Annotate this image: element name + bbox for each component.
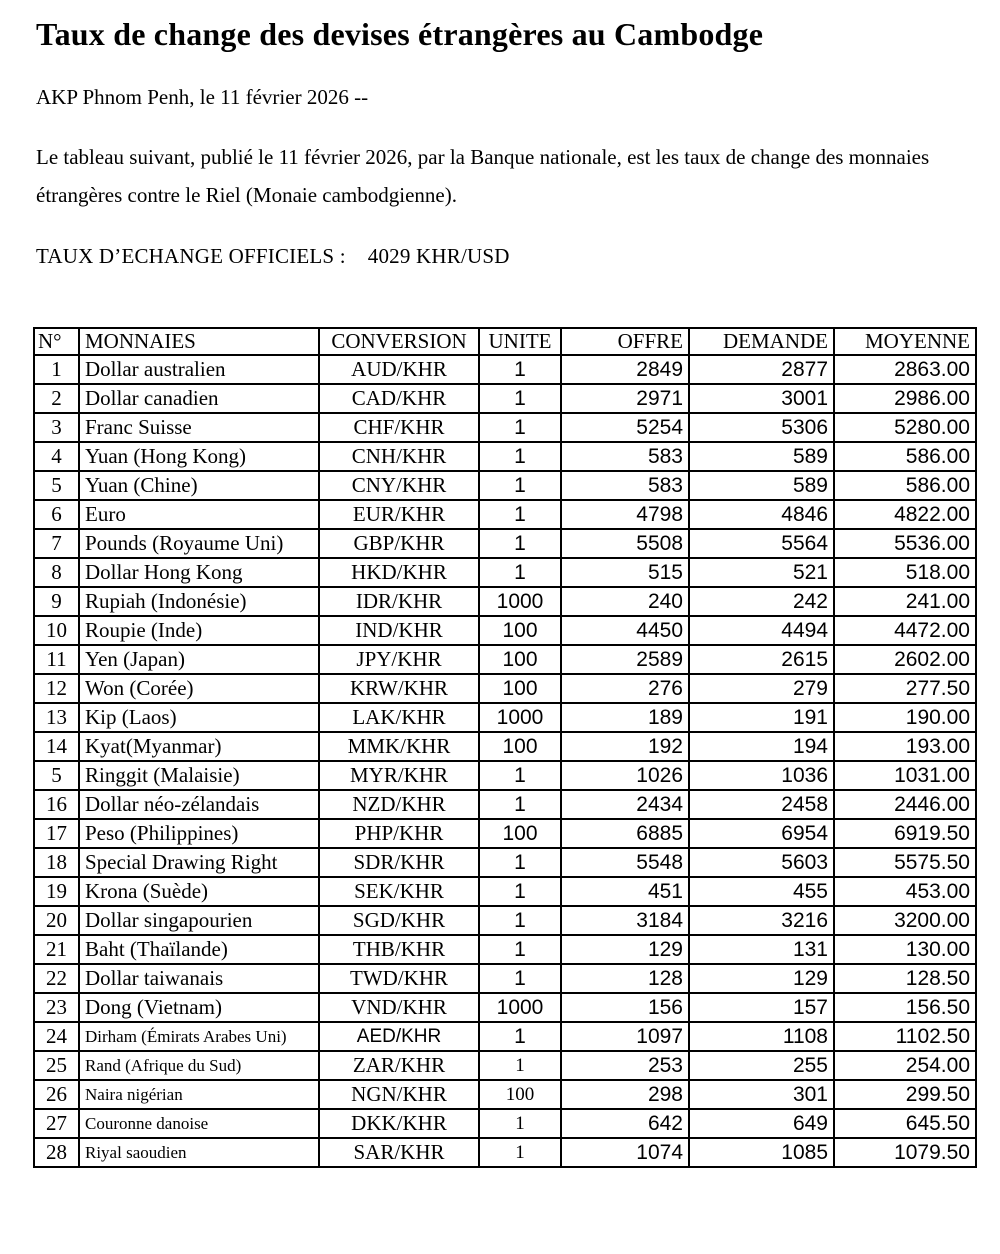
average-rate-cell: 190.00 [834,703,976,732]
demand-rate-cell: 4494 [689,616,834,645]
conversion-pair-cell: SGD/KHR [319,906,479,935]
demand-rate-cell: 1036 [689,761,834,790]
conversion-pair-cell: EUR/KHR [319,500,479,529]
offer-rate-cell: 6885 [561,819,689,848]
average-rate-cell: 2446.00 [834,790,976,819]
demand-rate-cell: 129 [689,964,834,993]
currency-name-cell: Dollar Hong Kong [79,558,319,587]
average-rate-cell: 5536.00 [834,529,976,558]
header-moyenne: MOYENNE [834,328,976,355]
table-row [34,558,976,587]
table-row [34,1022,976,1051]
row-number-cell: 10 [34,616,79,645]
demand-rate-cell: 242 [689,587,834,616]
unit-cell: 1 [479,529,561,558]
conversion-pair-cell: SDR/KHR [319,848,479,877]
offer-rate-cell: 5254 [561,413,689,442]
average-rate-cell: 241.00 [834,587,976,616]
unit-cell: 1 [479,964,561,993]
currency-name-cell: Pounds (Royaume Uni) [79,529,319,558]
row-number-cell: 8 [34,558,79,587]
unit-cell: 1 [479,1138,561,1167]
table-row [34,732,976,761]
offer-rate-cell: 276 [561,674,689,703]
demand-rate-cell: 1108 [689,1022,834,1051]
row-number-cell: 9 [34,587,79,616]
conversion-pair-cell: CNH/KHR [319,442,479,471]
demand-rate-cell: 3216 [689,906,834,935]
unit-cell: 1000 [479,993,561,1022]
row-number-cell: 5 [34,471,79,500]
row-number-cell: 1 [34,355,79,384]
currency-name-cell: Dollar canadien [79,384,319,413]
table-row [34,1138,976,1167]
conversion-pair-cell: CAD/KHR [319,384,479,413]
page-title: Taux de change des devises étrangères au Cambodge [36,16,764,52]
currency-name-cell: Special Drawing Right [79,848,319,877]
offer-rate-cell: 1097 [561,1022,689,1051]
table-row [34,761,976,790]
conversion-pair-cell: VND/KHR [319,993,479,1022]
currency-name-cell: Ringgit (Malaisie) [79,761,319,790]
unit-cell: 1 [479,1022,561,1051]
unit-cell: 1 [479,848,561,877]
row-number-cell: 3 [34,413,79,442]
unit-cell: 1 [479,935,561,964]
average-rate-cell: 2863.00 [834,355,976,384]
table-row [34,906,976,935]
table-row [34,587,976,616]
average-rate-cell: 4472.00 [834,616,976,645]
conversion-pair-cell: LAK/KHR [319,703,479,732]
average-rate-cell: 156.50 [834,993,976,1022]
demand-rate-cell: 3001 [689,384,834,413]
offer-rate-cell: 253 [561,1051,689,1080]
table-row [34,384,976,413]
average-rate-cell: 4822.00 [834,500,976,529]
currency-name-cell: Dollar taiwanais [79,964,319,993]
currency-name-cell: Won (Corée) [79,674,319,703]
row-number-cell: 2 [34,384,79,413]
average-rate-cell: 1031.00 [834,761,976,790]
table-row [34,877,976,906]
demand-rate-cell: 649 [689,1109,834,1138]
unit-cell: 1 [479,761,561,790]
offer-rate-cell: 1074 [561,1138,689,1167]
conversion-pair-cell: IDR/KHR [319,587,479,616]
offer-rate-cell: 515 [561,558,689,587]
conversion-pair-cell: MMK/KHR [319,732,479,761]
average-rate-cell: 518.00 [834,558,976,587]
table-row [34,1080,976,1109]
table-row [34,1051,976,1080]
unit-cell: 1 [479,500,561,529]
demand-rate-cell: 279 [689,674,834,703]
demand-rate-cell: 5603 [689,848,834,877]
official-rate-line [36,244,964,269]
currency-name-cell: Yen (Japan) [79,645,319,674]
demand-rate-cell: 4846 [689,500,834,529]
demand-rate-cell: 194 [689,732,834,761]
article-page [0,16,1000,1254]
offer-rate-cell: 2589 [561,645,689,674]
table-row [34,500,976,529]
table-row [34,993,976,1022]
offer-rate-cell: 2434 [561,790,689,819]
table-row [34,616,976,645]
official-rate-value: 4029 KHR/USD [367,244,510,268]
demand-rate-cell: 2877 [689,355,834,384]
conversion-pair-cell: PHP/KHR [319,819,479,848]
offer-rate-cell: 583 [561,442,689,471]
unit-cell: 100 [479,819,561,848]
demand-rate-cell: 2458 [689,790,834,819]
currency-name-cell: Couronne danoise [79,1109,319,1138]
conversion-pair-cell: HKD/KHR [319,558,479,587]
table-row [34,645,976,674]
table-row [34,355,976,384]
row-number-cell: 18 [34,848,79,877]
row-number-cell: 24 [34,1022,79,1051]
average-rate-cell: 2602.00 [834,645,976,674]
conversion-pair-cell: CHF/KHR [319,413,479,442]
row-number-cell: 27 [34,1109,79,1138]
average-rate-cell: 299.50 [834,1080,976,1109]
currency-name-cell: Rand (Afrique du Sud) [79,1051,319,1080]
currency-name-cell: Dollar singapourien [79,906,319,935]
offer-rate-cell: 3184 [561,906,689,935]
offer-rate-cell: 4450 [561,616,689,645]
currency-name-cell: Dong (Vietnam) [79,993,319,1022]
conversion-pair-cell: MYR/KHR [319,761,479,790]
average-rate-cell: 3200.00 [834,906,976,935]
offer-rate-cell: 5508 [561,529,689,558]
currency-name-cell: Yuan (Chine) [79,471,319,500]
conversion-pair-cell: JPY/KHR [319,645,479,674]
row-number-cell: 14 [34,732,79,761]
unit-cell: 100 [479,1080,561,1109]
average-rate-cell: 193.00 [834,732,976,761]
unit-cell: 1 [479,384,561,413]
average-rate-cell: 128.50 [834,964,976,993]
table-row [34,442,976,471]
offer-rate-cell: 192 [561,732,689,761]
demand-rate-cell: 589 [689,442,834,471]
demand-rate-cell: 131 [689,935,834,964]
conversion-pair-cell: NGN/KHR [319,1080,479,1109]
average-rate-cell: 586.00 [834,471,976,500]
demand-rate-cell: 191 [689,703,834,732]
offer-rate-cell: 298 [561,1080,689,1109]
demand-rate-cell: 5564 [689,529,834,558]
unit-cell: 1000 [479,587,561,616]
unit-cell: 100 [479,616,561,645]
currency-name-cell: Dollar australien [79,355,319,384]
table-row [34,529,976,558]
table-row [34,471,976,500]
average-rate-cell: 6919.50 [834,819,976,848]
row-number-cell: 25 [34,1051,79,1080]
offer-rate-cell: 1026 [561,761,689,790]
conversion-pair-cell: AUD/KHR [319,355,479,384]
currency-name-cell: Baht (Thaïlande) [79,935,319,964]
exchange-rate-table [33,327,977,1168]
row-number-cell: 13 [34,703,79,732]
currency-name-cell: Yuan (Hong Kong) [79,442,319,471]
row-number-cell: 5 [34,761,79,790]
currency-name-cell: Dollar néo-zélandais [79,790,319,819]
offer-rate-cell: 642 [561,1109,689,1138]
demand-rate-cell: 255 [689,1051,834,1080]
row-number-cell: 22 [34,964,79,993]
demand-rate-cell: 5306 [689,413,834,442]
table-row [34,935,976,964]
offer-rate-cell: 129 [561,935,689,964]
unit-cell: 1 [479,442,561,471]
header-conversion: CONVERSION [319,328,479,355]
unit-cell: 100 [479,645,561,674]
offer-rate-cell: 4798 [561,500,689,529]
intro-paragraph: Le tableau suivant, publié le 11 février 2026, par la Banque nationale, est les taux de change des monnaies étrangères contre le Riel (Monaie cambodgienne). [36,145,930,207]
demand-rate-cell: 6954 [689,819,834,848]
row-number-cell: 26 [34,1080,79,1109]
currency-name-cell: Riyal saoudien [79,1138,319,1167]
average-rate-cell: 5575.50 [834,848,976,877]
table-row [34,848,976,877]
offer-rate-cell: 240 [561,587,689,616]
row-number-cell: 12 [34,674,79,703]
row-number-cell: 16 [34,790,79,819]
unit-cell: 1 [479,1109,561,1138]
conversion-pair-cell: ZAR/KHR [319,1051,479,1080]
row-number-cell: 4 [34,442,79,471]
conversion-pair-cell: KRW/KHR [319,674,479,703]
demand-rate-cell: 455 [689,877,834,906]
row-number-cell: 17 [34,819,79,848]
average-rate-cell: 5280.00 [834,413,976,442]
unit-cell: 1 [479,1051,561,1080]
average-rate-cell: 1102.50 [834,1022,976,1051]
table-row [34,413,976,442]
unit-cell: 1 [479,877,561,906]
conversion-pair-cell: CNY/KHR [319,471,479,500]
row-number-cell: 11 [34,645,79,674]
currency-name-cell: Roupie (Inde) [79,616,319,645]
conversion-pair-cell: IND/KHR [319,616,479,645]
table-header-row [34,328,976,355]
unit-cell: 100 [479,674,561,703]
conversion-pair-cell: THB/KHR [319,935,479,964]
currency-name-cell: Rupiah (Indonésie) [79,587,319,616]
offer-rate-cell: 451 [561,877,689,906]
currency-name-cell: Krona (Suède) [79,877,319,906]
currency-name-cell: Dirham (Émirats Arabes Uni) [79,1022,319,1051]
row-number-cell: 20 [34,906,79,935]
offer-rate-cell: 2849 [561,355,689,384]
header-offre: OFFRE [561,328,689,355]
average-rate-cell: 586.00 [834,442,976,471]
table-row [34,964,976,993]
conversion-pair-cell: TWD/KHR [319,964,479,993]
demand-rate-cell: 157 [689,993,834,1022]
table-row [34,674,976,703]
official-rate-label: TAUX D’ECHANGE OFFICIELS : [36,244,346,268]
offer-rate-cell: 189 [561,703,689,732]
currency-name-cell: Franc Suisse [79,413,319,442]
row-number-cell: 6 [34,500,79,529]
demand-rate-cell: 521 [689,558,834,587]
average-rate-cell: 1079.50 [834,1138,976,1167]
table-row [34,703,976,732]
demand-rate-cell: 2615 [689,645,834,674]
row-number-cell: 7 [34,529,79,558]
unit-cell: 1 [479,790,561,819]
currency-name-cell: Euro [79,500,319,529]
offer-rate-cell: 583 [561,471,689,500]
average-rate-cell: 277.50 [834,674,976,703]
currency-name-cell: Peso (Philippines) [79,819,319,848]
conversion-pair-cell: SEK/KHR [319,877,479,906]
average-rate-cell: 453.00 [834,877,976,906]
demand-rate-cell: 301 [689,1080,834,1109]
byline-dateline: AKP Phnom Penh, le 11 février 2026 -- [36,85,369,109]
demand-rate-cell: 1085 [689,1138,834,1167]
unit-cell: 1 [479,558,561,587]
header-demande: DEMANDE [689,328,834,355]
currency-name-cell: Kyat(Myanmar) [79,732,319,761]
demand-rate-cell: 589 [689,471,834,500]
conversion-pair-cell: NZD/KHR [319,790,479,819]
conversion-pair-cell: AED/KHR [319,1022,479,1051]
row-number-cell: 28 [34,1138,79,1167]
table-row [34,1109,976,1138]
average-rate-cell: 130.00 [834,935,976,964]
conversion-pair-cell: SAR/KHR [319,1138,479,1167]
row-number-cell: 23 [34,993,79,1022]
offer-rate-cell: 2971 [561,384,689,413]
unit-cell: 100 [479,732,561,761]
unit-cell: 1 [479,471,561,500]
table-row [34,819,976,848]
currency-name-cell: Naira nigérian [79,1080,319,1109]
currency-name-cell: Kip (Laos) [79,703,319,732]
row-number-cell: 21 [34,935,79,964]
unit-cell: 1 [479,413,561,442]
table-row [34,790,976,819]
header-unite: UNITE [479,328,561,355]
unit-cell: 1 [479,906,561,935]
offer-rate-cell: 128 [561,964,689,993]
header-monnaies: MONNAIES [79,328,319,355]
unit-cell: 1000 [479,703,561,732]
offer-rate-cell: 5548 [561,848,689,877]
row-number-cell: 19 [34,877,79,906]
average-rate-cell: 2986.00 [834,384,976,413]
conversion-pair-cell: DKK/KHR [319,1109,479,1138]
average-rate-cell: 645.50 [834,1109,976,1138]
header-no: N° [34,328,79,355]
offer-rate-cell: 156 [561,993,689,1022]
average-rate-cell: 254.00 [834,1051,976,1080]
conversion-pair-cell: GBP/KHR [319,529,479,558]
unit-cell: 1 [479,355,561,384]
